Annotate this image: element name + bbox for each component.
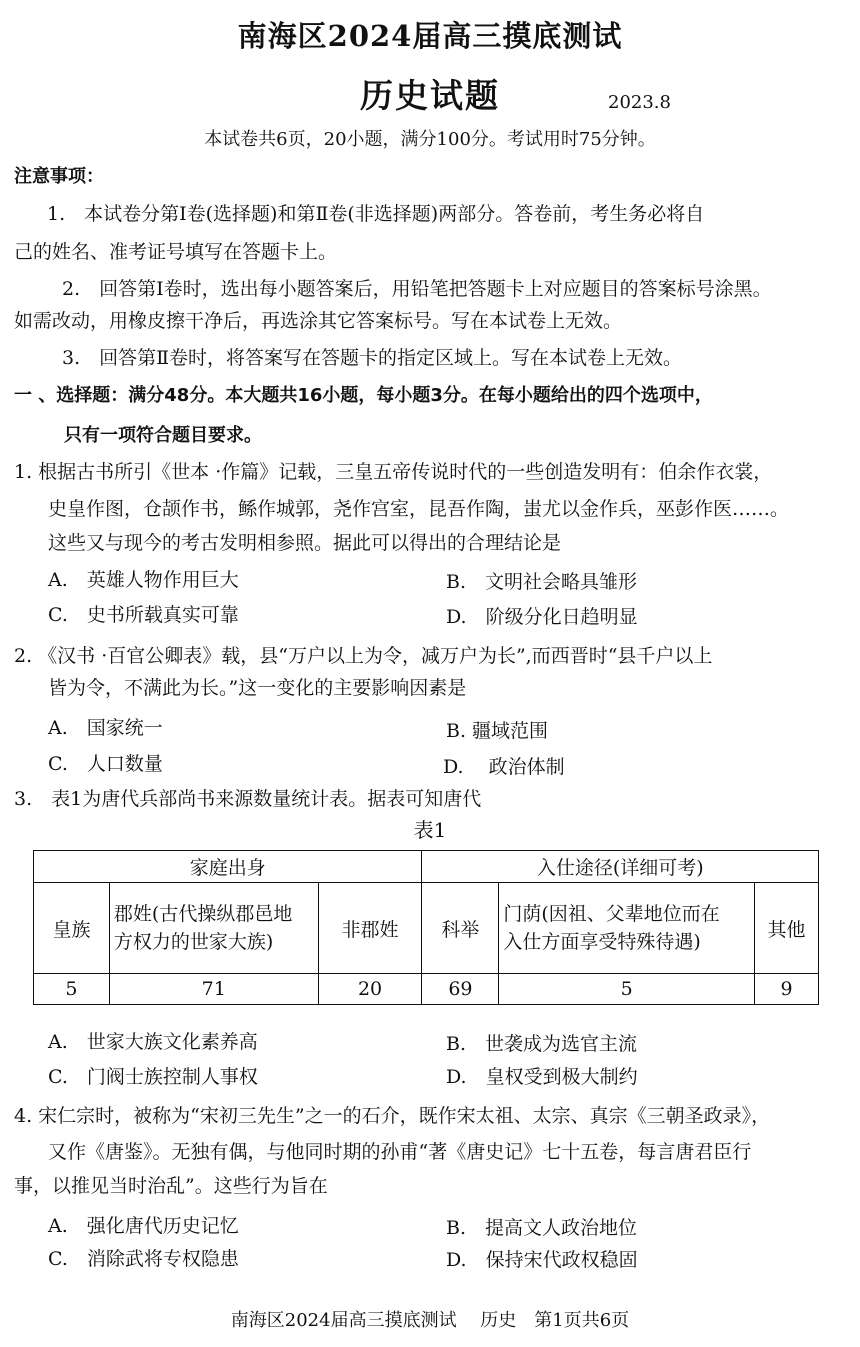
- table-header-non-junxing: 非郡姓: [318, 883, 422, 974]
- table-header-junxing-line-2: 方权力的世家大族): [113, 931, 274, 953]
- q4-option-d: D. 保持宋代政权稳固: [446, 1249, 638, 1271]
- q1-option-b: B. 文明社会略具雏形: [446, 571, 638, 593]
- table-header-keju: 科举: [422, 883, 499, 974]
- q1-option-a: A. 英雄人物作用巨大: [48, 569, 239, 591]
- q1-stem-line-3: 这些又与现今的考古发明相参照。据此可以得出的合理结论是: [48, 532, 562, 554]
- table-group-career: 入仕途径(详细可考): [422, 851, 819, 883]
- q2-option-a: A. 国家统一: [48, 717, 163, 739]
- q3-option-a: A. 世家大族文化素养高: [48, 1031, 258, 1053]
- table-header-other: 其他: [755, 883, 819, 974]
- table-cell: 69: [422, 974, 499, 1005]
- q3-option-d: D. 皇权受到极大制约: [446, 1066, 638, 1088]
- table-header-menyin-line-2: 入仕方面享受特殊待遇): [503, 931, 701, 953]
- q4-option-c: C. 消除武将专权隐患: [48, 1248, 239, 1270]
- table-header-junxing: [109, 883, 318, 974]
- q3-option-c: C. 门阀士族控制人事权: [48, 1066, 258, 1088]
- table-cell: 71: [109, 974, 318, 1005]
- q1-stem-line-1: 1. 根据古书所引《世本 ·作篇》记载，三皇五帝传说时代的一些创造发明有：伯余作衣裳，: [14, 461, 773, 483]
- section-heading-line-1: 一 、选择题：满分48分。本大题共16小题，每小题3分。在每小题给出的四个选项中，: [14, 385, 713, 406]
- q4-stem-line-1: 4. 宋仁宗时，被称为“宋初三先生”之一的石介，既作宋太祖、太宗、真宗《三朝圣政录》，: [14, 1105, 771, 1127]
- table-header-junxing-line-1: 郡姓(古代操纵郡邑地: [113, 903, 293, 925]
- note-2-line-1: 2. 回答第Ⅰ卷时，选出每小题答案后，用铅笔把答题卡上对应题目的答案标号涂黑。: [62, 278, 772, 300]
- note-3-line-1: 3. 回答第Ⅱ卷时，将答案写在答题卡的指定区域上。写在本试卷上无效。: [62, 347, 683, 369]
- exam-info: 本试卷共6页，20小题，满分100分。考试用时75分钟。: [204, 129, 656, 150]
- q2-stem-line-1: 2. 《汉书 ·百官公卿表》载，县“万户以上为令，减万户为长”,而西晋时“县千户以上: [14, 645, 713, 667]
- q1-option-d: D. 阶级分化日趋明显: [446, 606, 638, 628]
- page-footer: 南海区2024届高三摸底测试 历史 第1页共6页: [230, 1310, 630, 1331]
- q3-stem-line-1: 3. 表1为唐代兵部尚书来源数量统计表。据表可知唐代: [14, 788, 482, 810]
- table-title: 表1: [413, 818, 447, 842]
- table-cell: 9: [755, 974, 819, 1005]
- subject-title: 历史试题: [360, 76, 500, 115]
- table-cell: 20: [318, 974, 422, 1005]
- note-2-line-2: 如需改动，用橡皮擦干净后，再选涂其它答案标号。写在本试卷上无效。: [14, 310, 623, 332]
- table-header-menyin: [499, 883, 755, 974]
- table-group-family: 家庭出身: [34, 851, 422, 883]
- q1-option-c: C. 史书所载真实可靠: [48, 604, 239, 626]
- q3-option-b: B. 世袭成为选官主流: [446, 1033, 638, 1055]
- q1-stem-line-2: 史皇作图，仓颉作书，鲧作城郭，尧作宫室，昆吾作陶，蚩尤以金作兵，巫彭作医……。: [48, 498, 790, 520]
- section-heading-line-2: 只有一项符合题目要求。: [64, 425, 262, 446]
- table-header-menyin-line-1: 门荫(因祖、父辈地位而在: [503, 903, 720, 925]
- table-cell: 5: [499, 974, 755, 1005]
- q4-stem-line-3: 事，以推见当时治乱”。这些行为旨在: [14, 1175, 328, 1197]
- exam-date: 2023.8: [608, 92, 671, 113]
- table-header-royal: 皇族: [34, 883, 110, 974]
- note-1-line-1: 1. 本试卷分第Ⅰ卷(选择题)和第Ⅱ卷(非选择题)两部分。答卷前，考生务必将自: [47, 203, 705, 225]
- q2-option-b: B. 疆域范围: [446, 720, 549, 742]
- exam-title: 南海区2024届高三摸底测试: [237, 19, 623, 53]
- q2-stem-line-2: 皆为令，不满此为长。”这一变化的主要影响因素是: [48, 677, 467, 699]
- data-table: [33, 850, 819, 1005]
- note-1-line-2: 己的姓名、准考证号填写在答题卡上。: [14, 241, 338, 263]
- q4-option-b: B. 提高文人政治地位: [446, 1217, 638, 1239]
- q2-option-c: C. 人口数量: [48, 753, 163, 775]
- table-cell: 5: [34, 974, 110, 1005]
- notes-heading: 注意事项：: [14, 166, 104, 187]
- q2-option-d: D. 政治体制: [443, 756, 565, 778]
- q4-option-a: A. 强化唐代历史记忆: [48, 1215, 239, 1237]
- q4-stem-line-2: 又作《唐鉴》。无独有偶，与他同时期的孙甫“著《唐史记》七十五卷，每言唐君臣行: [48, 1141, 752, 1163]
